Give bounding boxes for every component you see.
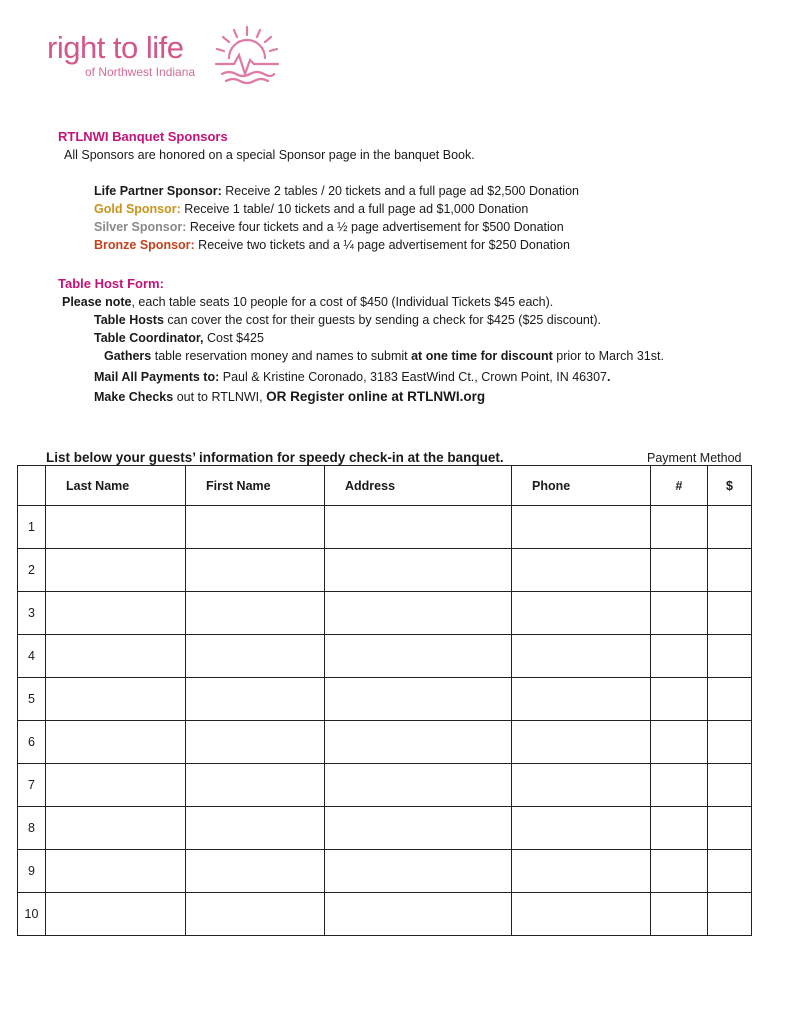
address-cell[interactable] [325,592,512,635]
please-note-text: , each table seats 10 people for a cost of $450 (Individual Tickets $45 each). [131,295,554,309]
table-hosts-line [94,314,601,327]
last-name-header: Last Name [46,466,186,506]
last-name-cell[interactable] [46,893,186,936]
table-hosts-label: Table Hosts [94,313,164,327]
gathers-discount: at one time for discount [411,349,553,363]
gold-label: Gold Sponsor: [94,202,181,216]
guest-table-body [18,506,752,936]
first-name-cell[interactable] [186,893,325,936]
payment-count-cell[interactable] [651,592,708,635]
payment-method-label: Payment Method [647,451,742,465]
payment-amount-cell[interactable] [708,893,752,936]
sun-heartbeat-icon [212,24,282,88]
table-coordinator-label: Table Coordinator, [94,331,204,345]
first-name-header: First Name [186,466,325,506]
last-name-cell[interactable] [46,549,186,592]
row-number: 10 [18,893,46,936]
phone-header: Phone [512,466,651,506]
payment-amount-cell[interactable] [708,721,752,764]
silver-text: Receive four tickets and a ½ page advertisement for $500 Donation [186,220,564,234]
row-number: 5 [18,678,46,721]
bronze-label: Bronze Sponsor: [94,238,195,252]
sponsors-heading: RTLNWI Banquet Sponsors [58,129,228,144]
phone-cell[interactable] [512,764,651,807]
address-cell[interactable] [325,549,512,592]
phone-cell[interactable] [512,850,651,893]
last-name-cell[interactable] [46,635,186,678]
first-name-cell[interactable] [186,678,325,721]
logo-subtitle: of Northwest Indiana [85,65,196,79]
table-header-row [18,466,752,506]
payment-count-cell[interactable] [651,678,708,721]
address-cell[interactable] [325,506,512,549]
phone-cell[interactable] [512,635,651,678]
gold-sponsor-line [94,203,528,216]
payment-amount-cell[interactable] [708,807,752,850]
address-header: Address [325,466,512,506]
last-name-cell[interactable] [46,721,186,764]
payment-amount-cell[interactable] [708,764,752,807]
table-row [18,592,752,635]
row-number: 9 [18,850,46,893]
phone-cell[interactable] [512,721,651,764]
address-cell[interactable] [325,764,512,807]
gathers-text: table reservation money and names to submit [151,349,412,363]
mail-payments-label: Mail All Payments to: [94,370,220,384]
silver-label: Silver Sponsor: [94,220,187,234]
gold-text: Receive 1 table/ 10 tickets and a full page ad $1,000 Donation [180,202,529,216]
row-number: 2 [18,549,46,592]
table-row [18,721,752,764]
please-note-line [62,296,553,309]
address-cell[interactable] [325,893,512,936]
payment-amount-cell[interactable] [708,549,752,592]
last-name-cell[interactable] [46,850,186,893]
payment-amount-header: $ [708,466,752,506]
row-number: 1 [18,506,46,549]
address-cell[interactable] [325,678,512,721]
table-row [18,678,752,721]
last-name-cell[interactable] [46,678,186,721]
payment-count-cell[interactable] [651,893,708,936]
gathers-label: Gathers [104,349,152,363]
table-hosts-text: can cover the cost for their guests by sending a check for $425 ($25 discount). [163,313,601,327]
first-name-cell[interactable] [186,549,325,592]
silver-sponsor-line [94,221,564,234]
phone-cell[interactable] [512,549,651,592]
make-checks-text: out to RTLNWI, [173,390,267,404]
table-row [18,764,752,807]
last-name-cell[interactable] [46,764,186,807]
payment-count-cell[interactable] [651,635,708,678]
phone-cell[interactable] [512,506,651,549]
first-name-cell[interactable] [186,764,325,807]
first-name-cell[interactable] [186,635,325,678]
payment-count-cell[interactable] [651,549,708,592]
payment-count-cell[interactable] [651,764,708,807]
row-number-header [18,466,46,506]
mail-payments-address: Paul & Kristine Coronado, 3183 EastWind Ct., Crown Point, IN 46307 [219,370,607,384]
gathers-line [104,350,664,363]
address-cell[interactable] [325,807,512,850]
gathers-deadline: prior to March 31st. [552,349,664,363]
please-note-label: Please note [62,295,132,309]
table-row [18,635,752,678]
guest-table [17,465,752,936]
table-coordinator-line [94,332,264,345]
row-number: 3 [18,592,46,635]
row-number: 6 [18,721,46,764]
table-row [18,893,752,936]
table-coordinator-text: Cost $425 [203,331,264,345]
payment-count-cell[interactable] [651,807,708,850]
last-name-cell[interactable] [46,592,186,635]
guest-list-caption: List below your guests’ information for speedy check-in at the banquet. [46,450,504,465]
address-cell[interactable] [325,635,512,678]
life-partner-sponsor-line [94,185,579,198]
first-name-cell[interactable] [186,721,325,764]
row-number: 4 [18,635,46,678]
table-row [18,506,752,549]
table-row [18,549,752,592]
payment-count-cell[interactable] [651,721,708,764]
sponsors-intro: All Sponsors are honored on a special Sponsor page in the banquet Book. [64,148,475,162]
table-row [18,807,752,850]
payment-amount-cell[interactable] [708,635,752,678]
row-number: 8 [18,807,46,850]
bronze-text: Receive two tickets and a ¼ page advertisement for $250 Donation [194,238,570,252]
last-name-cell[interactable] [46,807,186,850]
address-cell[interactable] [325,850,512,893]
first-name-cell[interactable] [186,850,325,893]
first-name-cell[interactable] [186,592,325,635]
mail-payments-period: . [606,370,611,384]
address-cell[interactable] [325,721,512,764]
payment-amount-cell[interactable] [708,592,752,635]
table-host-heading: Table Host Form: [58,276,164,291]
make-checks-line [94,390,485,404]
last-name-cell[interactable] [46,506,186,549]
first-name-cell[interactable] [186,807,325,850]
payment-count-header: # [651,466,708,506]
phone-cell[interactable] [512,807,651,850]
make-checks-label: Make Checks [94,390,174,404]
bronze-sponsor-line [94,239,570,252]
phone-cell[interactable] [512,893,651,936]
logo-name: right to life [47,30,184,65]
payment-amount-cell[interactable] [708,506,752,549]
table-row [18,850,752,893]
register-online-link[interactable]: OR Register online at RTLNWI.org [266,389,486,404]
phone-cell[interactable] [512,678,651,721]
payment-count-cell[interactable] [651,850,708,893]
payment-count-cell[interactable] [651,506,708,549]
first-name-cell[interactable] [186,506,325,549]
payment-amount-cell[interactable] [708,678,752,721]
life-partner-label: Life Partner Sponsor: [94,184,222,198]
row-number: 7 [18,764,46,807]
payment-amount-cell[interactable] [708,850,752,893]
life-partner-text: Receive 2 tables / 20 tickets and a full page ad $2,500 Donation [221,184,579,198]
mail-payments-line [94,371,610,384]
phone-cell[interactable] [512,592,651,635]
